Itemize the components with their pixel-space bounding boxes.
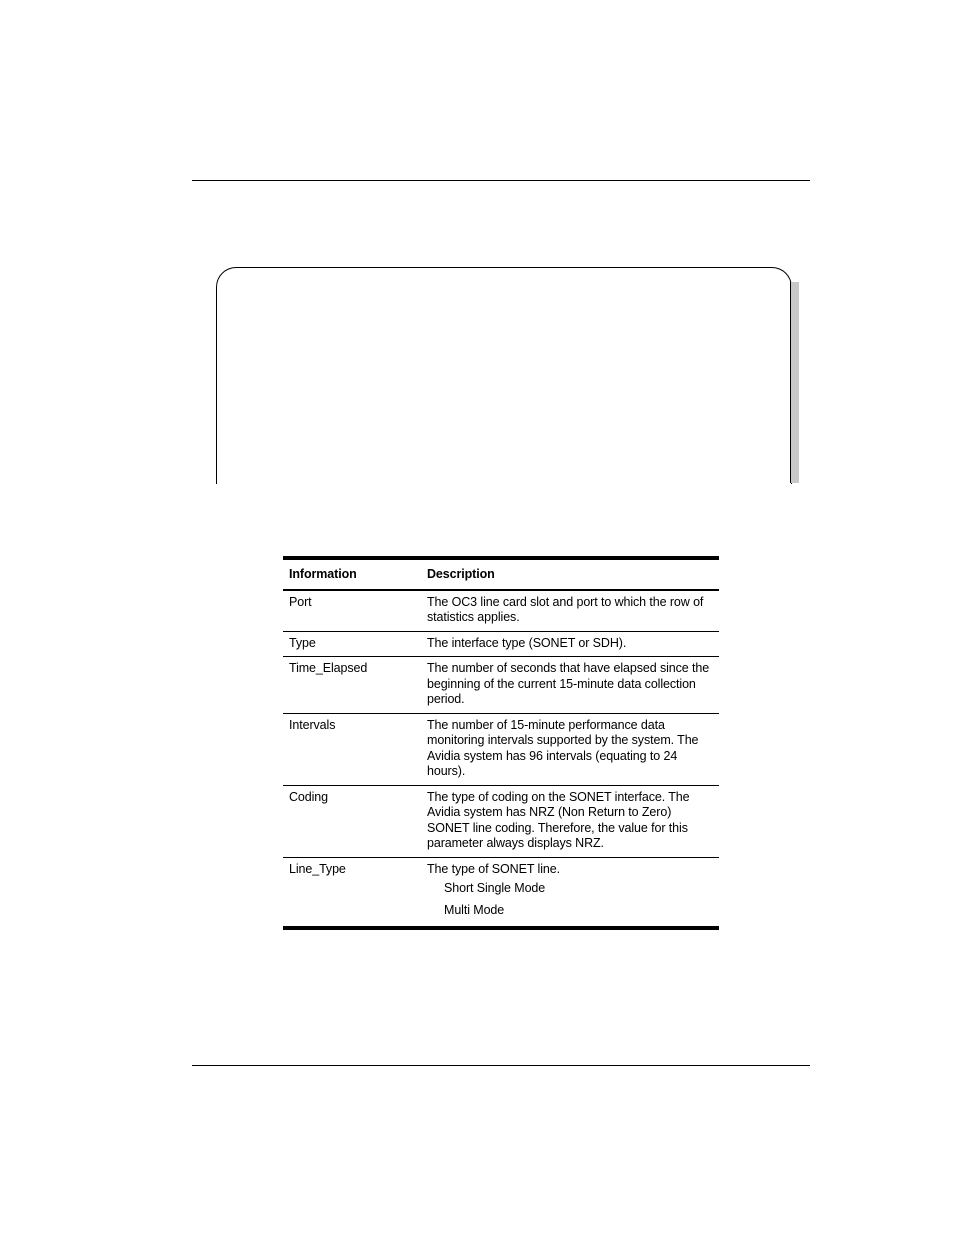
line-type-options: [427, 881, 713, 918]
row-name: Type: [289, 635, 316, 650]
table-row: [283, 713, 719, 785]
row-description: The type of SONET line.: [427, 861, 560, 876]
row-name: Line_Type: [289, 861, 346, 876]
table-row: [283, 590, 719, 632]
table-row: [283, 657, 719, 714]
list-item: Short Single Mode: [444, 881, 546, 895]
footer-rule: [192, 1065, 810, 1066]
column-header-description: Description: [427, 567, 495, 581]
table-header-row: [283, 558, 719, 590]
table-row: [283, 785, 719, 857]
screen-capture-shadow: [790, 282, 799, 483]
row-description: The interface type (SONET or SDH).: [427, 635, 627, 650]
table-row: [283, 631, 719, 657]
row-description: The type of coding on the SONET interface. The Avidia system has NRZ (Non Return to Zero) SONET line coding. Therefore, the value for this parameter always displays NRZ.: [427, 789, 690, 850]
column-header-information: Information: [289, 567, 357, 581]
row-name: Port: [289, 594, 312, 609]
row-name: Intervals: [289, 717, 336, 732]
row-description: The number of 15-minute performance data monitoring intervals supported by the system. The Avidia system has 96 intervals (equating to 24 hours).: [427, 717, 699, 778]
list-item: Multi Mode: [444, 902, 505, 917]
header-rule: [192, 180, 810, 181]
row-description: The OC3 line card slot and port to which the row of statistics applies.: [427, 594, 704, 624]
row-description-cell: [421, 857, 719, 928]
row-description: The number of seconds that have elapsed since the beginning of the current 15-minute data collection period.: [427, 661, 710, 706]
row-name: Coding: [289, 789, 329, 804]
table-row: [283, 857, 719, 928]
screen-capture-frame: [216, 267, 792, 499]
row-name: Time_Elapsed: [289, 661, 368, 675]
information-table: [283, 556, 719, 930]
